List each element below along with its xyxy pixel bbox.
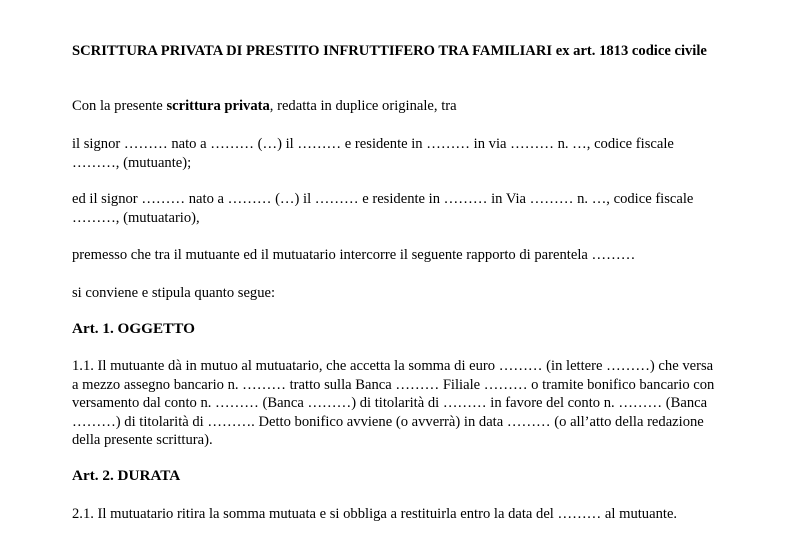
art1-heading: Art. 1. OGGETTO [72, 320, 195, 337]
intro-before: Con la presente [72, 98, 167, 114]
art1-text: 1.1. Il mutuante dà in mutuo al mutuatario, che accetta la somma di euro ……… (in lettere ………) che versa a mezzo assegno bancario n. ……… tratto sulla Banca ……… Filiale ……… o tramite bonifico bancario con versamento dal conto n. ……… (Banca ………) di titolarità di ……… in favore del conto n. ……… (Banca ………) di titolarità di ………. Detto bonifico avviene (o avverrà) in data ……… (o all’atto della redazione della presente scrittura). [72, 358, 715, 448]
party-mutuatario-paragraph: ed il signor ……… nato a ……… (…) il ……… e residente in ……… in Via ……… n. …, codice fiscale ………, (mutuatario), [72, 191, 694, 226]
intro-paragraph [72, 97, 722, 116]
intro-bold: scrittura privata [166, 98, 270, 114]
art2-text: 2.1. Il mutuatario ritira la somma mutuata e si obbliga a restituirla entro la data del ……… al mutuante. [72, 506, 678, 522]
party-mutuante-paragraph: il signor ……… nato a ……… (…) il ……… e residente in ……… in via ……… n. …, codice fiscale ………, (mutuante); [72, 136, 674, 171]
document-title-ref: ex art. 1813 codice civile [552, 43, 707, 59]
document-title-main: SCRITTURA PRIVATA DI PRESTITO INFRUTTIFERO TRA FAMILIARI [72, 43, 553, 59]
document-title [72, 42, 722, 61]
agreement-paragraph: si conviene e stipula quanto segue: [72, 285, 276, 301]
art2-heading: Art. 2. DURATA [72, 467, 181, 484]
intro-after: , redatta in duplice originale, tra [269, 98, 457, 114]
premise-paragraph: premesso che tra il mutuante ed il mutuatario intercorre il seguente rapporto di parentela ……… [72, 247, 636, 263]
